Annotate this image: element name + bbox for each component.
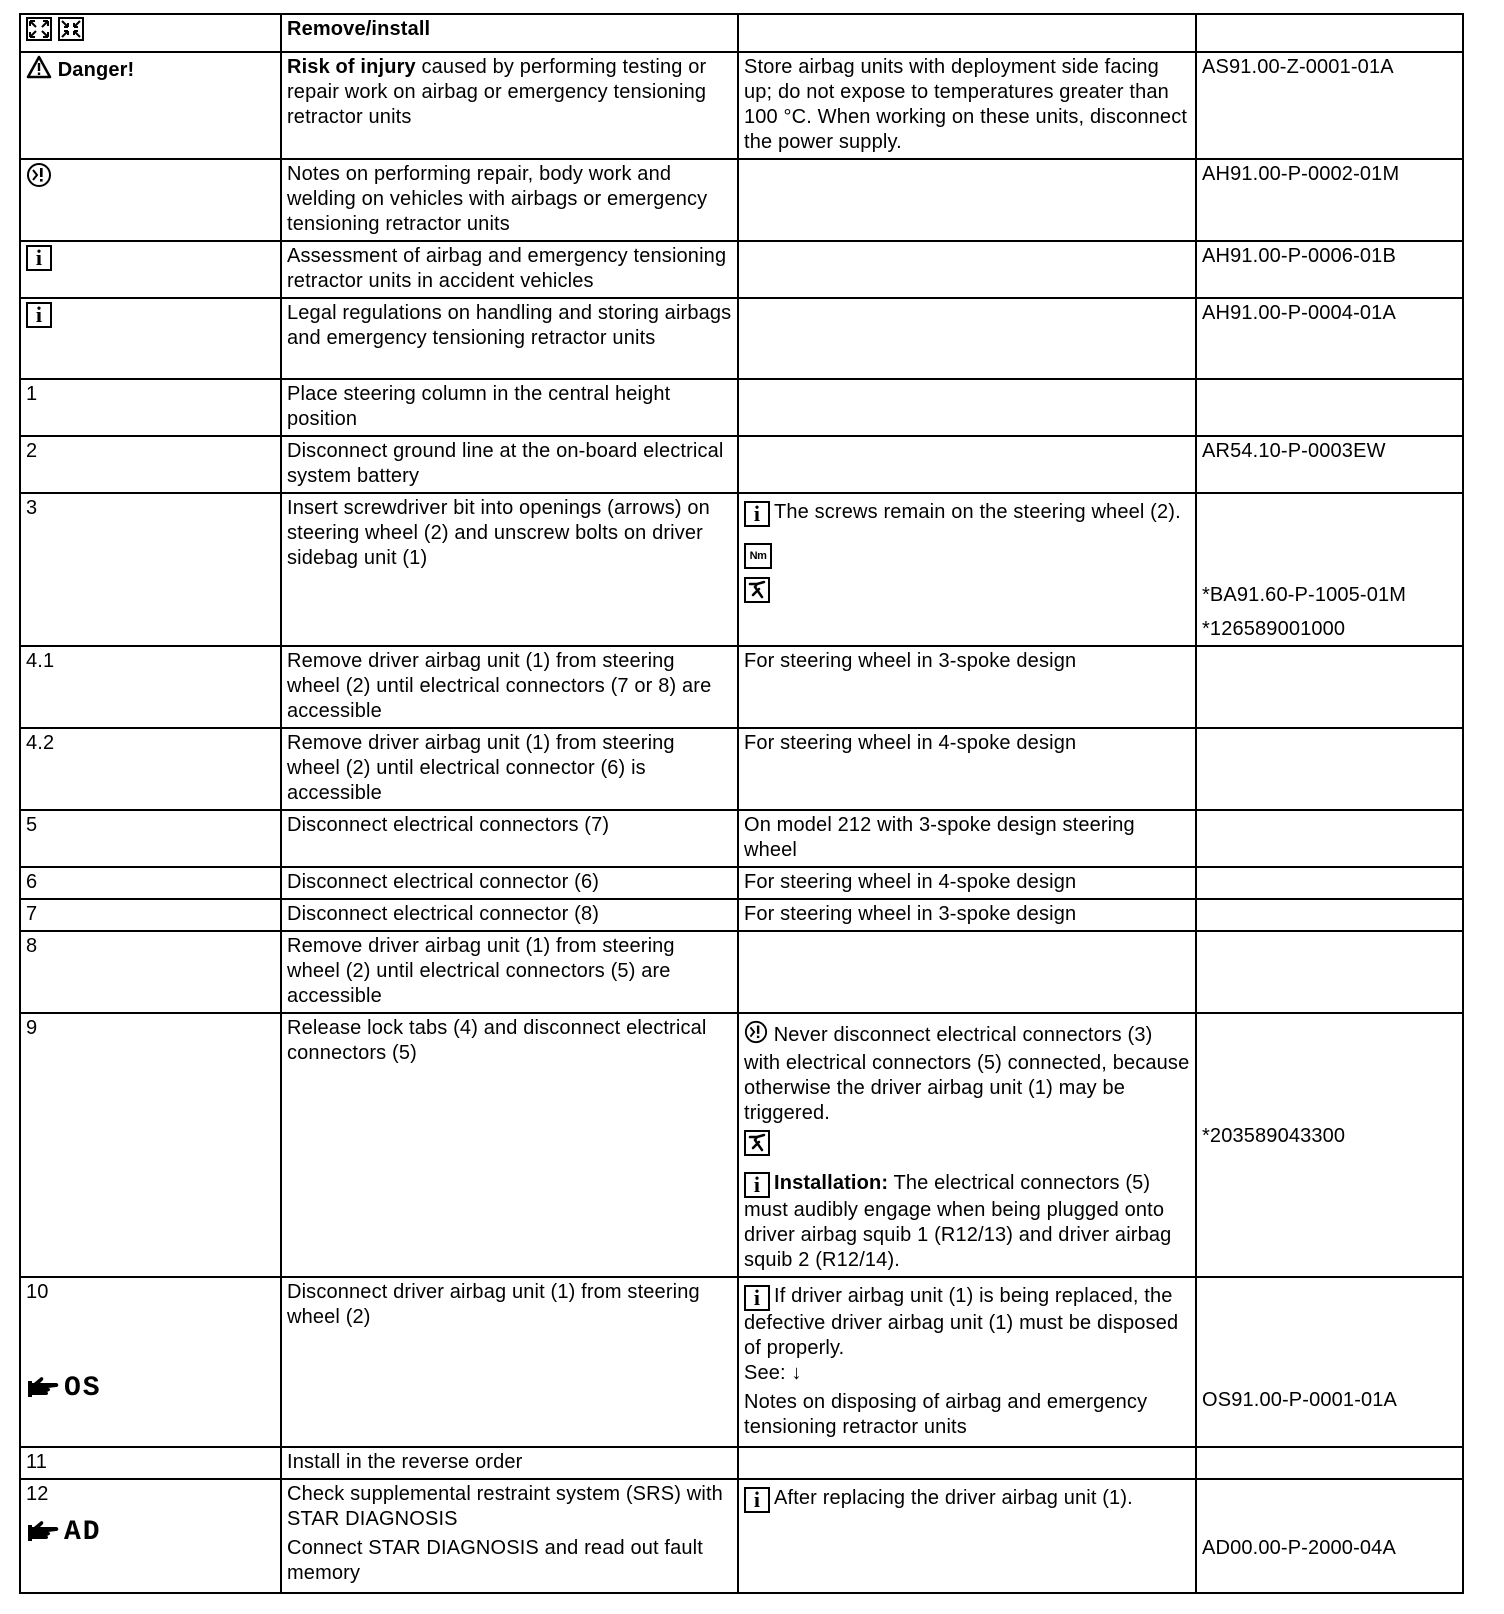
procedure-table	[19, 13, 1464, 1594]
note-text: If driver airbag unit (1) is being replaced, the defective driver airbag unit (1) must be disposed of properly.	[744, 1285, 1179, 1359]
torque-icon: Nm	[744, 543, 772, 569]
note-cell: On model 212 with 3-spoke design steering wheel	[738, 810, 1196, 867]
action-text: caused by performing testing or repair work on airbag or emergency tensioning retractor units	[287, 56, 707, 128]
step-number: 8	[20, 931, 281, 1013]
step-cell	[20, 52, 281, 159]
reference-cell	[1196, 867, 1463, 899]
table-row	[20, 159, 1463, 241]
step-number: 2	[20, 436, 281, 493]
reference-link[interactable]: AH91.00-P-0004-01A	[1196, 298, 1463, 379]
info-icon: i	[744, 1285, 770, 1311]
step-number: 4.1	[20, 646, 281, 728]
table-row	[20, 867, 1463, 899]
note-cell	[738, 436, 1196, 493]
pointing-hand-icon	[26, 1375, 60, 1401]
note-text: The screws remain on the steering wheel (2).	[774, 501, 1181, 523]
action-cell: Remove driver airbag unit (1) from steering wheel (2) until electrical connector (6) is accessible	[281, 728, 738, 810]
collapse-icon[interactable]	[58, 17, 84, 48]
pointing-hand-icon	[26, 1519, 60, 1545]
step-number: 6	[20, 867, 281, 899]
table-row	[20, 646, 1463, 728]
step-cell	[20, 298, 281, 379]
reference-link[interactable]: AS91.00-Z-0001-01A	[1196, 52, 1463, 159]
table-row	[20, 241, 1463, 298]
see-label: See:	[744, 1362, 786, 1384]
reference-cell	[1196, 1013, 1463, 1277]
arrow-down-icon: ↓	[791, 1362, 802, 1384]
special-tool-icon	[744, 577, 770, 610]
risk-label: Risk of injury	[287, 56, 416, 78]
table-row	[20, 728, 1463, 810]
step-cell	[20, 241, 281, 298]
note-cell	[738, 298, 1196, 379]
note-cell	[738, 1277, 1196, 1447]
note-text: Notes on disposing of airbag and emergency tensioning retractor units	[744, 1391, 1148, 1438]
note-text: The electrical connectors (5) must audibly engage when being plugged onto driver airbag squib 1 (R12/13) and driver airbag squib 2 (R12/14).	[744, 1172, 1172, 1271]
action-cell: Remove driver airbag unit (1) from steering wheel (2) until electrical connectors (5) are accessible	[281, 931, 738, 1013]
notice-icon	[26, 162, 52, 195]
step-number: 4.2	[20, 728, 281, 810]
danger-label: Danger!	[57, 58, 135, 81]
reference-cell	[1196, 379, 1463, 436]
note-cell	[738, 1479, 1196, 1593]
info-icon: i	[744, 1172, 770, 1198]
action-cell: Disconnect electrical connector (6)	[281, 867, 738, 899]
action-cell: Disconnect driver airbag unit (1) from steering wheel (2)	[281, 1277, 738, 1447]
ad-reference-tag	[26, 1516, 102, 1548]
reference-link[interactable]: OS91.00-P-0001-01A	[1202, 1389, 1398, 1411]
ad-label: AD	[64, 1516, 102, 1548]
reference-cell	[1196, 493, 1463, 646]
warning-triangle-icon	[26, 55, 52, 86]
step-number: 3	[20, 493, 281, 646]
action-cell: Assessment of airbag and emergency tensioning retractor units in accident vehicles	[281, 241, 738, 298]
step-number: 5	[20, 810, 281, 867]
action-cell: Disconnect ground line at the on-board electrical system battery	[281, 436, 738, 493]
info-icon: i	[26, 302, 52, 328]
reference-cell	[1196, 899, 1463, 931]
note-cell	[738, 1013, 1196, 1277]
note-cell	[738, 379, 1196, 436]
reference-cell	[1196, 1277, 1463, 1447]
info-icon: i	[744, 501, 770, 527]
table-row	[20, 1447, 1463, 1479]
note-cell: For steering wheel in 3-spoke design	[738, 899, 1196, 931]
note-cell: Store airbag units with deployment side facing up; do not expose to temperatures greater than 100 °C. When working on these units, disconnect the power supply.	[738, 52, 1196, 159]
header-empty-cell	[1196, 14, 1463, 52]
table-row	[20, 298, 1463, 379]
action-text: Check supplemental restraint system (SRS) with STAR DIAGNOSIS	[287, 1483, 723, 1530]
note-cell	[738, 1447, 1196, 1479]
header-icons-cell	[20, 14, 281, 52]
info-icon: i	[744, 1487, 770, 1513]
action-cell: Notes on performing repair, body work and welding on vehicles with airbags or emergency tensioning retractor units	[281, 159, 738, 241]
step-number: 7	[20, 899, 281, 931]
reference-link[interactable]: AD00.00-P-2000-04A	[1202, 1537, 1396, 1559]
step-cell	[20, 159, 281, 241]
note-cell	[738, 159, 1196, 241]
step-cell	[20, 1277, 281, 1447]
reference-link[interactable]: *BA91.60-P-1005-01M	[1202, 584, 1407, 606]
notice-icon	[744, 1020, 768, 1051]
action-cell: Release lock tabs (4) and disconnect electrical connectors (5)	[281, 1013, 738, 1277]
table-row	[20, 810, 1463, 867]
reference-cell	[1196, 1447, 1463, 1479]
note-cell: For steering wheel in 4-spoke design	[738, 867, 1196, 899]
table-row	[20, 1479, 1463, 1593]
note-text: Never disconnect electrical connectors (3) with electrical connectors (5) connected, because otherwise the driver airbag unit (1) may be triggered.	[744, 1023, 1190, 1124]
action-cell: Place steering column in the central height position	[281, 379, 738, 436]
step-number: 11	[20, 1447, 281, 1479]
step-number: 9	[20, 1013, 281, 1277]
table-row	[20, 52, 1463, 159]
expand-icon[interactable]	[26, 17, 52, 48]
special-tool-icon	[744, 1130, 770, 1163]
note-cell: For steering wheel in 3-spoke design	[738, 646, 1196, 728]
note-cell	[738, 931, 1196, 1013]
action-cell: Insert screwdriver bit into openings (arrows) on steering wheel (2) and unscrew bolts on driver sidebag unit (1)	[281, 493, 738, 646]
header-empty-cell	[738, 14, 1196, 52]
table-row	[20, 899, 1463, 931]
table-row	[20, 493, 1463, 646]
reference-cell	[1196, 810, 1463, 867]
note-cell	[738, 493, 1196, 646]
action-cell: Legal regulations on handling and storing airbags and emergency tensioning retractor units	[281, 298, 738, 379]
reference-cell	[1196, 1479, 1463, 1593]
table-row	[20, 931, 1463, 1013]
reference-link[interactable]: AH91.00-P-0002-01M	[1196, 159, 1463, 241]
action-cell: Disconnect electrical connectors (7)	[281, 810, 738, 867]
reference-link[interactable]: AH91.00-P-0006-01B	[1196, 241, 1463, 298]
step-number: 12	[26, 1483, 49, 1505]
reference-link[interactable]: *203589043300	[1202, 1125, 1346, 1147]
os-label: OS	[64, 1372, 102, 1404]
step-cell	[20, 1479, 281, 1593]
reference-cell	[1196, 728, 1463, 810]
table-row	[20, 436, 1463, 493]
os-reference-tag	[26, 1372, 102, 1404]
step-number: 10	[26, 1281, 49, 1303]
header-row	[20, 14, 1463, 52]
table-row	[20, 379, 1463, 436]
note-cell	[738, 241, 1196, 298]
reference-cell	[1196, 931, 1463, 1013]
table-row	[20, 1277, 1463, 1447]
step-number: 1	[20, 379, 281, 436]
action-cell: Install in the reverse order	[281, 1447, 738, 1479]
note-text: After replacing the driver airbag unit (1).	[774, 1487, 1133, 1509]
header-title: Remove/install	[281, 14, 738, 52]
note-cell: For steering wheel in 4-spoke design	[738, 728, 1196, 810]
action-cell	[281, 1479, 738, 1593]
table-row	[20, 1013, 1463, 1277]
action-cell	[281, 52, 738, 159]
reference-link[interactable]: AR54.10-P-0003EW	[1196, 436, 1463, 493]
action-cell: Disconnect electrical connector (8)	[281, 899, 738, 931]
action-cell: Remove driver airbag unit (1) from steering wheel (2) until electrical connectors (7 or 8) are accessible	[281, 646, 738, 728]
info-icon: i	[26, 245, 52, 271]
reference-cell	[1196, 646, 1463, 728]
installation-label: Installation:	[774, 1172, 889, 1194]
action-text: Connect STAR DIAGNOSIS and read out fault memory	[287, 1537, 703, 1584]
reference-link[interactable]: *126589001000	[1202, 618, 1346, 640]
